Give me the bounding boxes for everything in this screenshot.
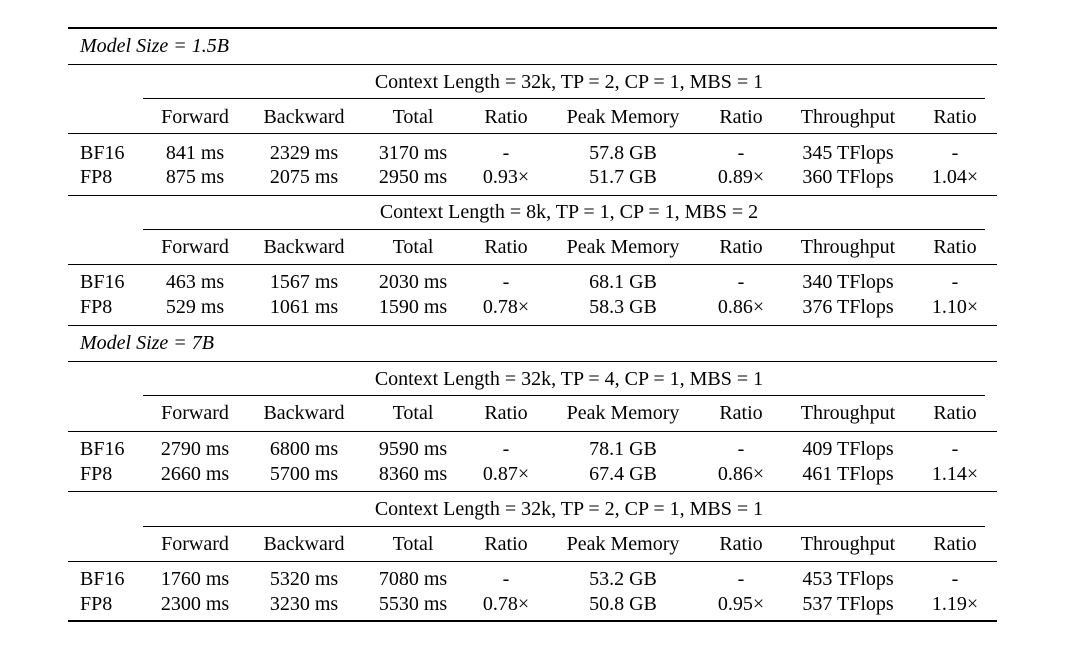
table-top-rule xyxy=(68,27,997,29)
col-header-ratio: Ratio xyxy=(933,533,977,555)
col-header-peak-memory: Peak Memory xyxy=(566,533,680,555)
group-rule xyxy=(68,361,997,362)
group-rule xyxy=(68,64,997,65)
table-cell: - xyxy=(737,568,745,590)
col-header-backward: Backward xyxy=(263,236,345,258)
col-header-peak-memory: Peak Memory xyxy=(566,236,680,258)
col-header-backward: Backward xyxy=(263,533,345,555)
group-title: Model Size = 1.5B xyxy=(80,35,230,57)
context-rule xyxy=(143,98,985,99)
col-header-ratio: Ratio xyxy=(719,106,763,128)
table-cell: - xyxy=(951,271,959,293)
col-header-forward: Forward xyxy=(161,236,229,258)
col-header-total: Total xyxy=(392,402,434,424)
table-cell: 0.78× xyxy=(482,593,530,615)
table-cell: - xyxy=(502,568,510,590)
table-cell: 841 ms xyxy=(165,142,225,164)
col-header-ratio: Ratio xyxy=(719,402,763,424)
row-label: FP8 xyxy=(80,166,113,188)
table-cell: - xyxy=(737,438,745,460)
header-rule xyxy=(68,431,997,432)
table-cell: 68.1 GB xyxy=(589,271,657,293)
context-rule xyxy=(143,395,985,396)
table-cell: 3170 ms xyxy=(378,142,448,164)
col-header-ratio: Ratio xyxy=(933,236,977,258)
table-cell: - xyxy=(737,271,745,293)
row-label: BF16 xyxy=(80,438,125,460)
table-cell: - xyxy=(737,142,745,164)
table-cell: 53.2 GB xyxy=(589,568,657,590)
table-cell: 1.04× xyxy=(931,166,979,188)
table-cell: 0.78× xyxy=(482,296,530,318)
table-cell: 1567 ms xyxy=(269,271,339,293)
table-cell: 0.93× xyxy=(482,166,530,188)
table-cell: 5320 ms xyxy=(269,568,339,590)
table-cell: 51.7 GB xyxy=(589,166,657,188)
table-cell: 5530 ms xyxy=(378,593,448,615)
table-cell: 6800 ms xyxy=(269,438,339,460)
table-cell: - xyxy=(502,142,510,164)
table-cell: 67.4 GB xyxy=(589,463,657,485)
table-cell: 2660 ms xyxy=(160,463,230,485)
config-end-rule xyxy=(68,195,997,196)
context-rule xyxy=(143,526,985,527)
col-header-throughput: Throughput xyxy=(800,236,896,258)
context-header: Context Length = 32k, TP = 2, CP = 1, MBS = 1 xyxy=(374,71,764,93)
col-header-peak-memory: Peak Memory xyxy=(566,402,680,424)
table-cell: 453 TFlops xyxy=(802,568,894,590)
col-header-ratio: Ratio xyxy=(484,236,528,258)
table-cell: 2329 ms xyxy=(269,142,339,164)
col-header-total: Total xyxy=(392,106,434,128)
table-cell: 1590 ms xyxy=(378,296,448,318)
table-cell: 1760 ms xyxy=(160,568,230,590)
table-cell: 1.10× xyxy=(931,296,979,318)
group-end-rule xyxy=(68,325,997,326)
table-cell: 0.95× xyxy=(717,593,765,615)
context-header: Context Length = 8k, TP = 1, CP = 1, MBS = 2 xyxy=(379,201,759,223)
table-cell: - xyxy=(951,568,959,590)
table-cell: 345 TFlops xyxy=(802,142,894,164)
col-header-total: Total xyxy=(392,533,434,555)
col-header-backward: Backward xyxy=(263,402,345,424)
context-header: Context Length = 32k, TP = 2, CP = 1, MBS = 1 xyxy=(374,498,764,520)
table-cell: 2790 ms xyxy=(160,438,230,460)
table-cell: 537 TFlops xyxy=(802,593,894,615)
row-label: BF16 xyxy=(80,142,125,164)
table-cell: 7080 ms xyxy=(378,568,448,590)
table-cell: 1061 ms xyxy=(269,296,339,318)
table-cell: 463 ms xyxy=(165,271,225,293)
table-cell: 78.1 GB xyxy=(589,438,657,460)
table-cell: 0.86× xyxy=(717,463,765,485)
header-rule xyxy=(68,561,997,562)
table-cell: 3230 ms xyxy=(269,593,339,615)
table-cell: 529 ms xyxy=(165,296,225,318)
row-label: BF16 xyxy=(80,271,125,293)
table-cell: 340 TFlops xyxy=(802,271,894,293)
table-cell: 2300 ms xyxy=(160,593,230,615)
header-rule xyxy=(68,264,997,265)
table-bottom-rule xyxy=(68,620,997,622)
table-cell: 461 TFlops xyxy=(802,463,894,485)
row-label: FP8 xyxy=(80,463,113,485)
col-header-peak-memory: Peak Memory xyxy=(566,106,680,128)
col-header-forward: Forward xyxy=(161,402,229,424)
table-cell: - xyxy=(502,438,510,460)
col-header-throughput: Throughput xyxy=(800,106,896,128)
col-header-ratio: Ratio xyxy=(484,533,528,555)
col-header-ratio: Ratio xyxy=(484,106,528,128)
col-header-backward: Backward xyxy=(263,106,345,128)
col-header-ratio: Ratio xyxy=(484,402,528,424)
table-cell: 58.3 GB xyxy=(589,296,657,318)
table-cell: 1.19× xyxy=(931,593,979,615)
col-header-throughput: Throughput xyxy=(800,402,896,424)
table-cell: 50.8 GB xyxy=(589,593,657,615)
table-cell: 2950 ms xyxy=(378,166,448,188)
col-header-ratio: Ratio xyxy=(719,236,763,258)
col-header-total: Total xyxy=(392,236,434,258)
table-cell: - xyxy=(951,438,959,460)
table-cell: 409 TFlops xyxy=(802,438,894,460)
table-cell: 2075 ms xyxy=(269,166,339,188)
table-cell: 57.8 GB xyxy=(589,142,657,164)
col-header-ratio: Ratio xyxy=(933,106,977,128)
context-header: Context Length = 32k, TP = 4, CP = 1, MBS = 1 xyxy=(374,368,764,390)
table-cell: 0.87× xyxy=(482,463,530,485)
table-cell: 875 ms xyxy=(165,166,225,188)
row-label: FP8 xyxy=(80,593,113,615)
col-header-forward: Forward xyxy=(161,533,229,555)
config-end-rule xyxy=(68,491,997,492)
table-cell: 0.89× xyxy=(717,166,765,188)
col-header-ratio: Ratio xyxy=(719,533,763,555)
table-cell: - xyxy=(951,142,959,164)
table-cell: 0.86× xyxy=(717,296,765,318)
table-cell: 9590 ms xyxy=(378,438,448,460)
col-header-ratio: Ratio xyxy=(933,402,977,424)
table-cell: 360 TFlops xyxy=(802,166,894,188)
table-cell: - xyxy=(502,271,510,293)
col-header-throughput: Throughput xyxy=(800,533,896,555)
row-label: BF16 xyxy=(80,568,125,590)
table-cell: 5700 ms xyxy=(269,463,339,485)
context-rule xyxy=(143,229,985,230)
col-header-forward: Forward xyxy=(161,106,229,128)
header-rule xyxy=(68,133,997,134)
table-cell: 2030 ms xyxy=(378,271,448,293)
group-title: Model Size = 7B xyxy=(80,332,215,354)
table-cell: 376 TFlops xyxy=(802,296,894,318)
table-cell: 1.14× xyxy=(931,463,979,485)
row-label: FP8 xyxy=(80,296,113,318)
table-cell: 8360 ms xyxy=(378,463,448,485)
